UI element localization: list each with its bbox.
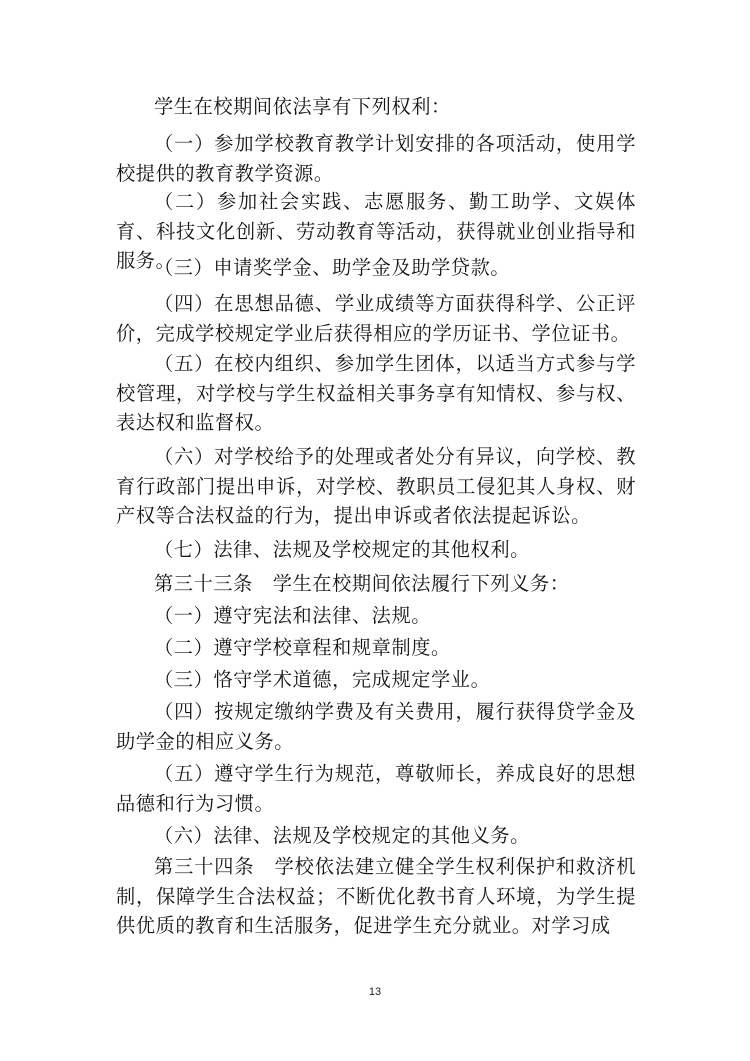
paragraph-duty-5: （五）遵守学生行为规范，尊敬师长，养成良好的思想品德和行为习惯。 xyxy=(116,762,636,815)
paragraph-article-34: 第三十四条 学校依法建立健全学生权利保护和救济机制，保障学生合法权益；不断优化教书育人环境，为学生提供优质的教育和生活服务，促进学生充分就业。对学习成 xyxy=(116,855,636,937)
paragraph-duty-4: （四）按规定缴纳学费及有关费用，履行获得贷学金及助学金的相应义务。 xyxy=(116,700,636,753)
page-number: 13 xyxy=(368,986,382,998)
paragraph-right-5: （五）在校内组织、参加学生团体，以适当方式参与学校管理，对学校与学生权益相关事务享有知情权、参与权、表达权和监督权。 xyxy=(116,352,636,434)
paragraph-right-7: （七）法律、法规及学校规定的其他权利。 xyxy=(154,538,530,561)
paragraph-article-33: 第三十三条 学生在校期间依法履行下列义务： xyxy=(154,572,570,595)
paragraph-duty-1: （一）遵守宪法和法律、法规。 xyxy=(154,604,432,627)
paragraph-right-2: （二）参加社会实践、志愿服务、勤工助学、文娱体育、科技文化创新、劳动教育等活动，获得就业创业指导和服务。 xyxy=(116,190,636,272)
paragraph-right-6: （六）对学校给予的处理或者处分有异议，向学校、教育行政部门提出申诉，对学校、教职员工侵犯其人身权、财产权等合法权益的行为，提出申诉或者依法提起诉讼。 xyxy=(116,445,636,527)
paragraph-right-1: （一）参加学校教育教学计划安排的各项活动，使用学校提供的教育教学资源。 xyxy=(116,132,636,185)
paragraph-duty-2: （二）遵守学校章程和规章制度。 xyxy=(154,636,451,659)
paragraph-duty-6: （六）法律、法规及学校规定的其他义务。 xyxy=(154,824,530,847)
paragraph-duty-3: （三）恪守学术道德，完成规定学业。 xyxy=(154,668,491,691)
paragraph-rights-intro: 学生在校期间依法享有下列权利： xyxy=(154,95,451,118)
paragraph-right-4: （四）在思想品德、学业成绩等方面获得科学、公正评价，完成学校规定学业后获得相应的学历证书、学位证书。 xyxy=(116,292,636,345)
paragraph-right-3: （三）申请奖学金、助学金及助学贷款。 xyxy=(154,256,511,279)
